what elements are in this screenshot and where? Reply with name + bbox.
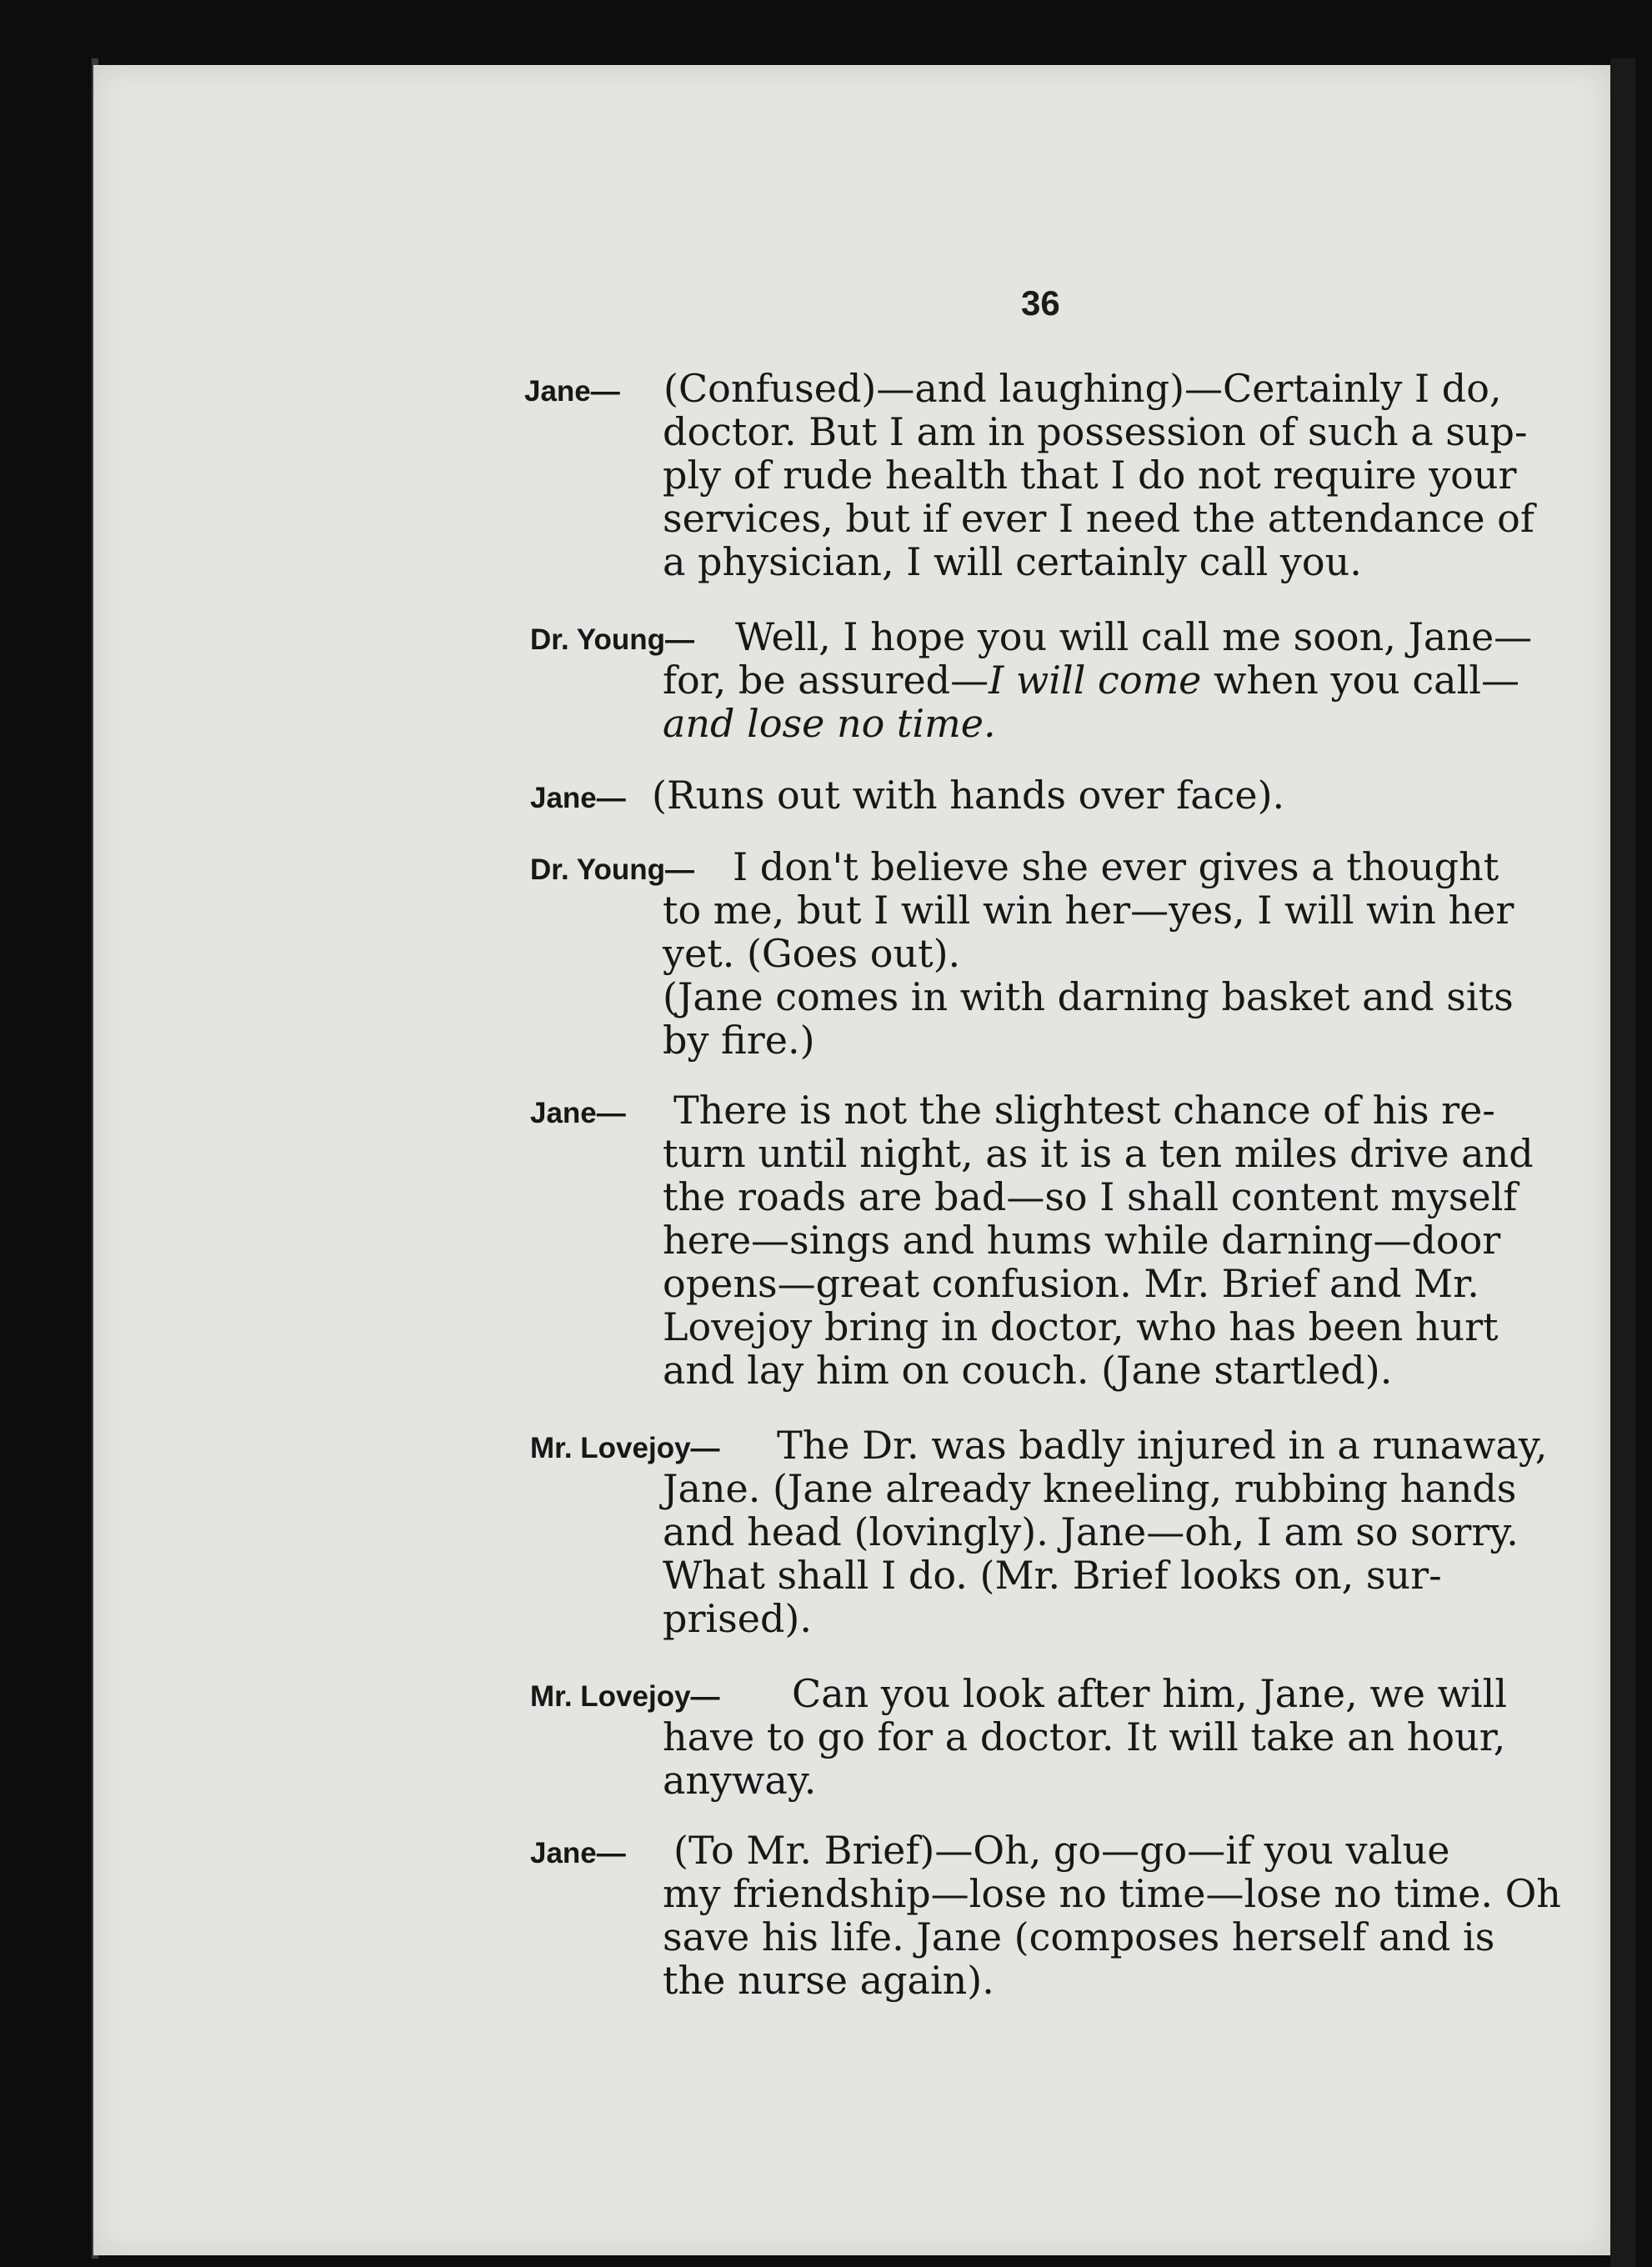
dialogue-line: to me, but I will win her—yes, I will win her [663, 888, 1514, 933]
dialogue-line: anyway. [663, 1758, 817, 1803]
dialogue-line: here—sings and hums while darning—door [663, 1218, 1501, 1263]
dialogue-line: (Confused)—and laughing)—Certainly I do, [663, 366, 1502, 411]
dialogue-line: save his life. Jane (composes herself and is [663, 1914, 1495, 1959]
speech-block [524, 366, 1555, 584]
speech-block [530, 1088, 1555, 1392]
dialogue-line: (Runs out with hands over face). [652, 773, 1285, 818]
speech-block [530, 773, 1555, 817]
dialogue-line: (To Mr. Brief)—Oh, go—go—if you value [673, 1828, 1450, 1873]
speaker-name: Jane— [530, 782, 626, 814]
dialogue-line: opens—great confusion. Mr. Brief and Mr. [663, 1261, 1479, 1306]
dialogue-line: (Jane comes in with darning basket and sits [663, 974, 1514, 1019]
dialogue-line [530, 658, 1555, 702]
dialogue-line: There is not the slightest chance of his re- [673, 1088, 1495, 1133]
dialogue-line: the nurse again). [663, 1958, 994, 2003]
dialogue-line: Jane. (Jane already kneeling, rubbing hands [663, 1466, 1517, 1511]
dialogue-line: have to go for a doctor. It will take an hour, [663, 1714, 1506, 1759]
dialogue-line: the roads are bad—so I shall content myself [663, 1174, 1518, 1219]
speaker-name: Mr. Lovejoy— [530, 1680, 720, 1713]
dialogue-line: The Dr. was badly injured in a runaway, [777, 1423, 1548, 1468]
dialogue-fragment: when you call— [1213, 658, 1519, 703]
dialogue-line: and head (lovingly). Jane—oh, I am so sorry. [663, 1509, 1519, 1554]
speaker-name: Dr. Young— [530, 623, 695, 656]
page-edge [1610, 58, 1635, 2267]
dialogue-line: ply of rude health that I do not require your [663, 453, 1517, 498]
dialogue-line: by fire.) [663, 1018, 815, 1063]
dialogue-fragment: for, be assured— [663, 658, 989, 703]
speaker-name: Dr. Young— [530, 853, 695, 886]
speaker-name: Mr. Lovejoy— [530, 1432, 720, 1464]
speech-block [530, 615, 1555, 745]
speech-block [530, 1672, 1555, 1802]
dialogue-line: services, but if ever I need the attendance of [663, 496, 1534, 541]
speech-block [530, 1828, 1561, 2003]
dialogue-line: and lay him on couch. (Jane startled). [663, 1348, 1393, 1393]
speaker-name: Jane— [530, 1097, 626, 1129]
emphasis-text: and lose no time. [663, 701, 996, 746]
dialogue-line: Lovejoy bring in doctor, who has been hurt [663, 1304, 1499, 1349]
speaker-name: Jane— [524, 375, 620, 408]
dialogue-line: Can you look after him, Jane, we will [792, 1671, 1508, 1716]
emphasis-text: I will come [989, 658, 1202, 703]
dialogue-line: yet. (Goes out). [663, 931, 961, 976]
dialogue-line: turn until night, as it is a ten miles drive and [663, 1131, 1534, 1176]
dialogue-line: doctor. But I am in possession of such a sup- [663, 409, 1528, 454]
page-number: 36 [1021, 283, 1060, 323]
dialogue-line: What shall I do. (Mr. Brief looks on, sur- [663, 1553, 1442, 1598]
speech-block [530, 845, 1555, 1062]
dialogue-line: prised). [663, 1596, 812, 1641]
speaker-name: Jane— [530, 1837, 626, 1869]
dialogue-line: I don't believe she ever gives a thought [733, 844, 1499, 889]
dialogue-line: a physician, I will certainly call you. [663, 539, 1362, 584]
dialogue-line: Well, I hope you will call me soon, Jane— [735, 614, 1533, 659]
dialogue-line: my friendship—lose no time—lose no time. Oh [663, 1871, 1561, 1916]
speech-block [530, 1424, 1555, 1640]
